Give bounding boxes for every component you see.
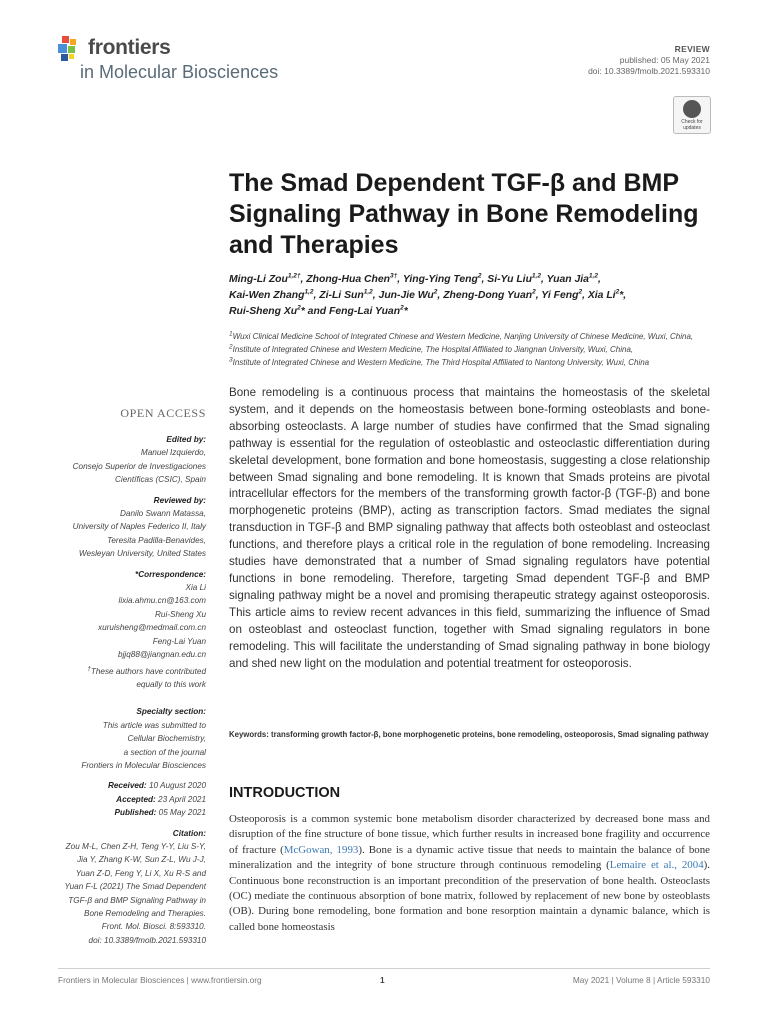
sidebar-line: a section of the journal xyxy=(123,747,206,757)
published-date-sidebar: 05 May 2021 xyxy=(158,808,206,818)
sidebar-line: xuruisheng@medmail.com.cn xyxy=(98,623,206,633)
sidebar-line: Manuel Izquierdo, xyxy=(140,448,206,458)
author-affiliation-sup: 2 xyxy=(477,272,482,280)
affiliation-3: Institute of Integrated Chinese and Western Medicine, The Third Hospital Affiliated to Nantong University, Wuxi, China xyxy=(232,358,650,367)
article-meta xyxy=(588,44,710,77)
intro-text-2: ). Bone is a dynamic active tissue that needs to maintain the balance of bone mineralization and the integrity of bone structure through continuous remodeling ( xyxy=(229,843,710,872)
journal-name: in Molecular Biosciences xyxy=(80,62,279,82)
reviewed-by-list xyxy=(58,507,206,561)
sidebar-line: This article was submitted to xyxy=(102,720,206,730)
author-list: Ming-Li Zou$^{1,2\dagger}$, Zhong-Hua Chen$^{3\dagger}$, Ying-Ying Teng$^2$, Si-Yu Liu$^{1,2}$, Yuan Jia$^{1,2}$, Kai-Wen Zhang$^{1,2}$, Zi-Li Sun$^{1,2}$, Jun-Jie Wu$^2$, Zheng-Dong Yuan$^2$, Yi Feng$^2$, Xia Li$^2$*, Rui-Sheng Xu$^2$* and Feng-Lai Yuan$^2$* xyxy=(229,272,627,317)
author-name[interactable]: Xia Li xyxy=(587,290,616,301)
author-name[interactable]: Zi-Li Sun xyxy=(319,290,364,301)
correspondence-list xyxy=(58,581,206,661)
author-name[interactable]: Yi Feng xyxy=(541,290,579,301)
affiliations xyxy=(229,330,719,369)
received-date: 10 August 2020 xyxy=(148,781,206,791)
author-name[interactable]: Zhong-Hua Chen xyxy=(306,274,390,285)
check-updates-label: Check for updates xyxy=(681,119,703,131)
citation-heading: Citation: xyxy=(172,828,206,838)
dates-block xyxy=(58,779,206,819)
abstract: Bone remodeling is a continuous process that maintains the homeostasis of the skeletal system, and it depends on the homeostasis between bone-forming osteoblasts and bone-absorbing osteoclasts. A large number of studies have confirmed that the Smad signaling pathway is essential for the regulation of osteoblastic and osteoclastic differentiation during skeletal development, bone formation and bone homeostasis, suggesting a close relationship between Smad signaling and bone remodeling. It is known that Smads proteins are pivotal intracellular effectors for the members of the transforming growth factor-β (TGF-β) and bone morphogenetic proteins (BMP), acting as transcription factors. Smad mediates the signal transduction in TGF-β and BMP signaling pathway that affects both osteoblast and osteoclast functions, and therefore plays a critical role in the regulation of bone remodeling. Increasing studies have demonstrated that a number of Smad signaling regulators have potential functions in bone remodeling. Therefore, targeting Smad dependent TGF-β and BMP signaling pathway might be a novel and promising therapeutic strategy against osteoporosis. This article aims to review recent advances in this field, summarizing the influence of Smad on osteoblast and osteoclast function, together with Smad signaling regulators in bone remodeling. This will facilitate the understanding of Smad signaling pathway in bone biology and shed new light on the modulation and potential treatment for osteoporosis. xyxy=(229,386,710,670)
accepted-label: Accepted: xyxy=(116,794,156,804)
author-affiliation-sup: 2 xyxy=(615,288,620,296)
dagger-sup: † xyxy=(87,664,91,672)
sidebar-line: Front. Mol. Biosci. 8:593310. xyxy=(101,922,206,932)
sidebar-line: Feng-Lai Yuan xyxy=(152,636,206,646)
citation-list xyxy=(58,840,206,947)
affiliation-sup: 2 xyxy=(229,343,233,351)
section-heading-introduction: INTRODUCTION xyxy=(229,785,341,801)
sidebar-line: University of Naples Federico II, Italy xyxy=(72,522,206,532)
sidebar-line: Yuan F-L (2021) The Smad Dependent xyxy=(64,882,206,892)
affiliation-2: Institute of Integrated Chinese and Western Medicine, The Hospital Affiliated to Jiangnan University, Wuxi, China, xyxy=(232,345,634,354)
check-for-updates-button[interactable] xyxy=(673,96,711,134)
sidebar-line: Bone Remodeling and Therapies. xyxy=(84,909,206,918)
equal-contribution-note: †These authors have contributed equally to this work xyxy=(87,664,206,689)
sidebar-line: doi: 10.3389/fmolb.2021.593310 xyxy=(88,935,206,945)
sidebar-line: TGF-β and BMP Signaling Pathway in xyxy=(68,895,206,905)
author-affiliation-sup: 3† xyxy=(390,272,398,280)
footer-volume: May 2021 | Volume 8 | Article 593310 xyxy=(572,975,710,985)
introduction-text xyxy=(229,812,710,935)
specialty-list xyxy=(58,719,206,773)
correspondence-heading: *Correspondence: xyxy=(135,569,206,579)
sidebar-line: Xia Li xyxy=(185,583,206,593)
intro-text-1: Osteoporosis is a common systemic bone metabolism disorder characterized by decreased bone mass and disruption of the fine structure of bone tissue, which further results in increased bone fragility and occurrence of fracture ( xyxy=(229,813,710,856)
doi[interactable]: doi: 10.3389/fmolb.2021.593310 xyxy=(588,66,710,76)
sidebar-line: Danilo Swann Matassa, xyxy=(119,509,206,519)
edited-by-heading: Edited by: xyxy=(166,435,206,444)
sidebar-line: Wesleyan University, United States xyxy=(78,549,206,559)
author-affiliation-sup: 1,2 xyxy=(588,272,598,280)
sidebar-line: Cellular Biochemistry, xyxy=(127,734,206,744)
author-affiliation-sup: 1,2 xyxy=(304,288,314,296)
published-label: Published: xyxy=(114,808,157,818)
author-name[interactable]: Rui-Sheng Xu xyxy=(229,306,298,317)
brand-name: frontiers xyxy=(88,36,171,59)
sidebar-line: Rui-Sheng Xu xyxy=(155,609,206,619)
author-affiliation-sup: 1,2† xyxy=(287,272,301,280)
author-affiliation-sup: 2 xyxy=(297,304,301,312)
accepted-date: 23 April 2021 xyxy=(158,794,206,804)
article-title: The Smad Dependent TGF-β and BMP Signaling Pathway in Bone Remodeling and Therapies xyxy=(229,169,699,259)
author-name[interactable]: Feng-Lai Yuan xyxy=(329,306,401,317)
sidebar-line: Científicas (CSIC), Spain xyxy=(114,475,206,485)
keywords: Keywords: transforming growth factor-β, bone morphogenetic proteins, bone remodeling, osteoporosis, Smad signaling pathway xyxy=(229,730,709,739)
author-name[interactable]: Ming-Li Zou xyxy=(229,274,288,285)
author-name[interactable]: Zheng-Dong Yuan xyxy=(443,290,533,301)
author-affiliation-sup: 2 xyxy=(578,288,583,296)
footer-divider xyxy=(58,968,710,969)
author-affiliation-sup: 2 xyxy=(400,304,404,312)
author-affiliation-sup: 1,2 xyxy=(363,288,373,296)
author-name[interactable]: Jun-Jie Wu xyxy=(378,290,434,301)
sidebar-line: Jia Y, Zhang K-W, Sun Z-L, Wu J-J, xyxy=(77,855,206,865)
author-name[interactable]: Si-Yu Liu xyxy=(487,274,532,285)
article-type: REVIEW xyxy=(674,44,710,54)
page-number: 1 xyxy=(380,975,385,985)
author-affiliation-sup: 2 xyxy=(532,288,536,296)
author-name[interactable]: Kai-Wen Zhang xyxy=(229,290,305,301)
sidebar-line: Yuan Z-D, Feng Y, Li X, Xu R-S and xyxy=(75,868,206,878)
frontiers-logo-icon xyxy=(58,36,84,62)
sidebar-line: Teresita Padilla-Benavides, xyxy=(107,535,206,545)
received-label: Received: xyxy=(107,781,147,791)
sidebar-line: Frontiers in Molecular Biosciences xyxy=(81,760,206,770)
affiliation-1: Wuxi Clinical Medicine School of Integrated Chinese and Western Medicine, Nanjing University of Chinese Medicine, Wuxi, China, xyxy=(232,332,694,341)
author-affiliation-sup: 1,2 xyxy=(531,272,541,280)
footer-journal[interactable]: Frontiers in Molecular Biosciences | www.frontiersin.org xyxy=(58,975,262,985)
author-name[interactable]: Ying-Ying Teng xyxy=(402,274,478,285)
affiliation-sup: 3 xyxy=(229,356,233,364)
sidebar xyxy=(58,433,206,947)
sidebar-line: Consejo Superior de Investigaciones xyxy=(72,461,206,471)
citation-link[interactable]: McGowan, 1993 xyxy=(283,843,359,856)
author-affiliation-sup: 2 xyxy=(433,288,438,296)
published-date: published: 05 May 2021 xyxy=(619,55,710,65)
sidebar-line: Zou M-L, Chen Z-H, Teng Y-Y, Liu S-Y, xyxy=(65,841,206,851)
affiliation-sup: 1 xyxy=(229,330,233,338)
open-access-label: OPEN ACCESS xyxy=(120,406,206,420)
author-name[interactable]: Yuan Jia xyxy=(546,274,589,285)
sidebar-line: bjjq88@jiangnan.edu.cn xyxy=(118,650,206,660)
frontiers-logo[interactable] xyxy=(58,34,298,84)
check-updates-icon xyxy=(683,100,701,118)
specialty-heading: Specialty section: xyxy=(136,707,206,717)
sidebar-line: lixia.ahmu.cn@163.com xyxy=(118,596,206,606)
reviewed-by-heading: Reviewed by: xyxy=(153,495,206,505)
intro-text-3: ). Continuous bone reconstruction is an important precondition of the preservation of bone health. Osteoclasts (OC) mediate the continuous absorption of bone matrix, followed by replacement of new bone by osteoblasts (OB). During bone remodeling, bone formation and bone resorption maintain a dynamic balance, which is called bone homeostasis xyxy=(229,859,710,933)
edited-by-list xyxy=(58,446,206,486)
citation-link[interactable]: Lemaire et al., 2004 xyxy=(609,859,704,872)
